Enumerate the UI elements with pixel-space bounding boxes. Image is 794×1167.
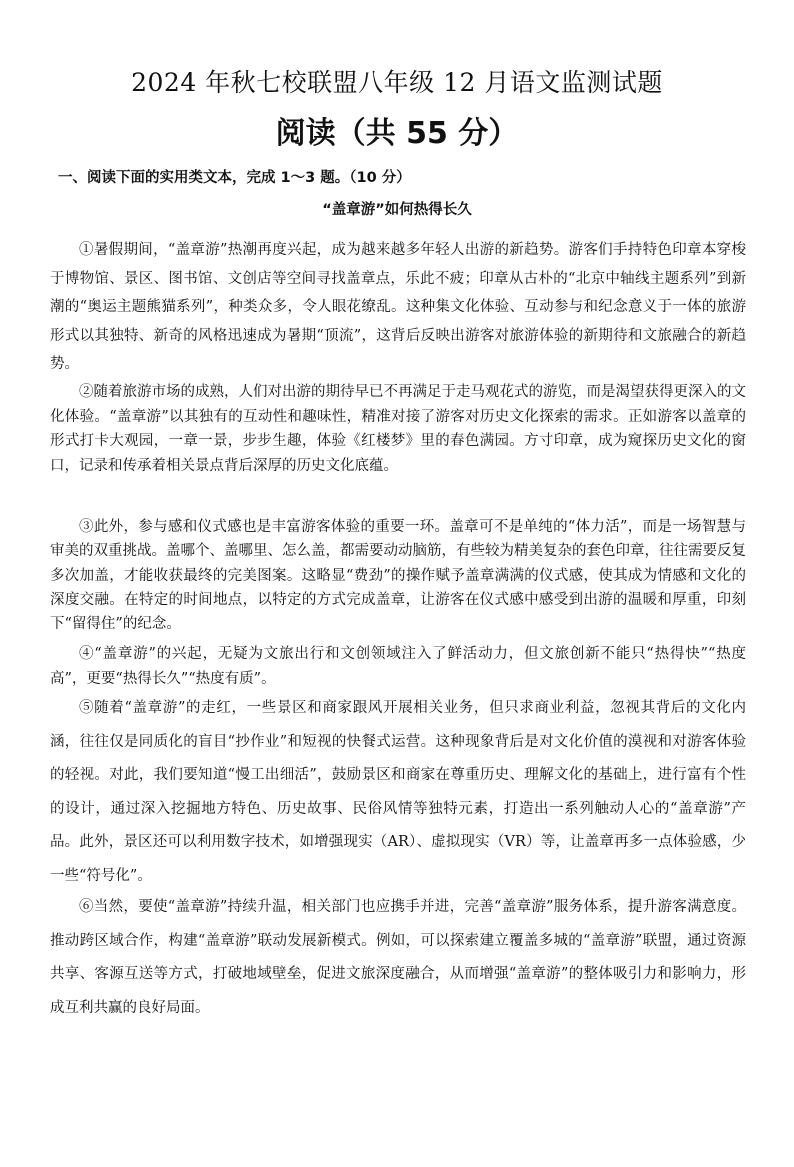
section-title: 阅读（共 55 分） [275,116,519,151]
article-paragraph-6: ⑥当然，要使“盖章游”持续升温，相关部门也应携手并进，完善“盖章游”服务体系，提升游客满意度。推动跨区域合作，构建“盖章游”联动发展新模式。例如，可以探索建立覆盖多城的“盖章游”联盟，通过资源共享、客源互送等方式，打破地域壁垒，促进文旅深度融合，从而增强“盖章游”的整体吸引力和影响力，形成互利共赢的良好局面。 [50,899,746,1016]
question-instruction: 一、阅读下面的实用类文本，完成 1～3 题。（10 分） [58,170,411,186]
article-paragraph-2: ②随着旅游市场的成熟，人们对出游的期待早已不再满足于走马观花式的游览，而是渴望获得更深入的文化体验。“盖章游”以其独有的互动性和趣味性，精准对接了游客对历史文化探索的需求。正如游客以盖章的形式打卡大观园，一章一景，步步生趣，体验《红楼梦》里的春色满园。方寸印章，成为窥探历史文化的窗口，记录和传承着相关景点背后深厚的历史文化底蕴。 [50,384,746,474]
article-paragraph-5: ⑤随着“盖章游”的走红，一些景区和商家跟风开展相关业务，但只求商业利益，忽视其背后的文化内涵，往往仅是同质化的盲目“抄作业”和短视的快餐式运营。这种现象背后是对文化价值的漠视和对游客体验的轻视。对此，我们要知道“慢工出细活”，鼓励景区和商家在尊重历史、理解文化的基础上，进行富有个性的设计，通过深入挖掘地方特色、历史故事、民俗风情等独特元素，打造出一系列触动人心的“盖章游”产品。此外，景区还可以利用数字技术，如增强现实（AR）、虚拟现实（VR）等，让盖章再多一点体验感，少一些“符号化”。 [50,700,746,884]
exam-title: 2024 年秋七校联盟八年级 12 月语文监测试题 [131,68,663,97]
article-title: “盖章游”如何热得长久 [322,202,472,218]
article-paragraph-3: ③此外，参与感和仪式感也是丰富游客体验的重要一环。盖章可不是单纯的“体力活”，而是一场智慧与审美的双重挑战。盖哪个、盖哪里、怎么盖，都需要动动脑筋，有些较为精美复杂的套色印章，往往需要反复多次加盖，才能收获最终的完美图案。这略显“费劲”的操作赋予盖章满满的仪式感，使其成为情感和文化的深度交融。在特定的时间地点，以特定的方式完成盖章，让游客在仪式感中感受到出游的温暖和厚重，印刻下“留得住”的纪念。 [50,519,746,633]
article-paragraph-1: ①暑假期间，“盖章游”热潮再度兴起，成为越来越多年轻人出游的新趋势。游客们手持特色印章本穿梭于博物馆、景区、图书馆、文创店等空间寻找盖章点，乐此不疲；印章从古朴的“北京中轴线主题系列”到新潮的“奥运主题熊猫系列”，种类众多，令人眼花缭乱。这种集文化体验、互动参与和纪念意义于一体的旅游形式以其独特、新奇的风格迅速成为暑期“顶流”，这背后反映出游客对旅游体验的新期待和文旅融合的新趋势。 [50,242,746,372]
article-paragraph-4: ④“盖章游”的兴起，无疑为文旅出行和文创领域注入了鲜活动力，但文旅创新不能只“热得快”“热度高”，更要“热得长久”“热度有质”。 [50,646,746,687]
